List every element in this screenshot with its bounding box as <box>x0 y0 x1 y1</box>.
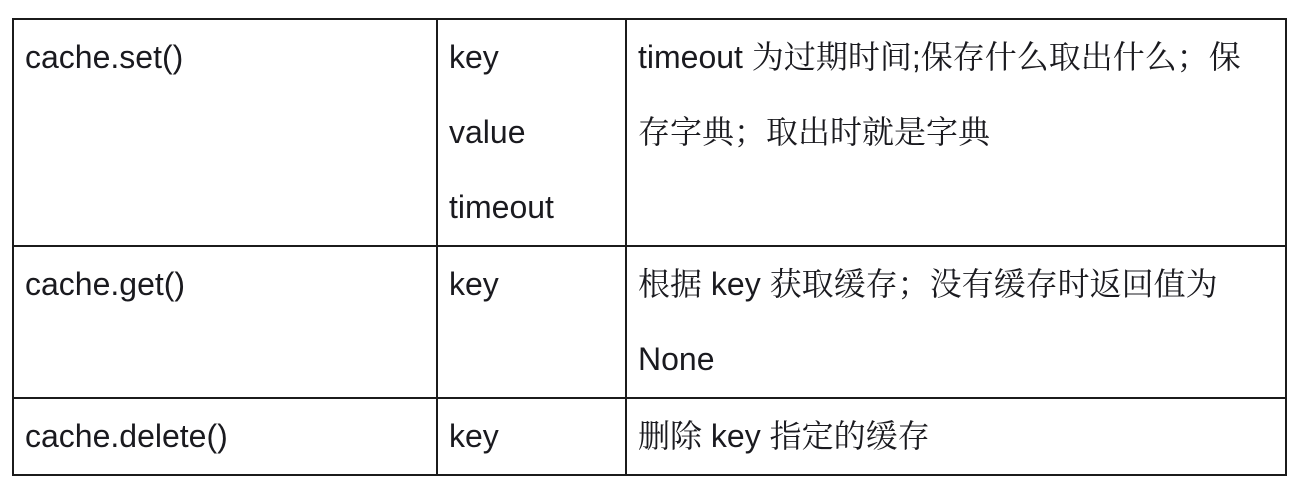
description-line: timeout 为过期时间;保存什么取出什么；保 <box>638 39 1241 75</box>
param-name: timeout <box>449 189 554 225</box>
description-cell <box>626 19 1286 246</box>
description-line: 删除 key 指定的缓存 <box>638 418 930 454</box>
params-cell <box>437 19 626 246</box>
method-cell <box>13 19 437 246</box>
method-name: cache.get() <box>25 266 186 302</box>
description-line: 根据 key 获取缓存；没有缓存时返回值为 <box>638 266 1218 302</box>
method-name: cache.delete() <box>25 418 228 454</box>
description-line: 存字典；取出时就是字典 <box>638 114 991 150</box>
params-cell <box>437 398 626 475</box>
table-row-cache-delete <box>13 398 1286 475</box>
description-cell <box>626 246 1286 398</box>
param-name: key <box>449 418 499 454</box>
param-name: key <box>449 39 499 75</box>
description-line: None <box>638 341 715 377</box>
table-row-cache-set <box>13 19 1286 246</box>
method-cell <box>13 246 437 398</box>
description-cell <box>626 398 1286 475</box>
param-name: key <box>449 266 499 302</box>
param-name: value <box>449 114 526 150</box>
params-cell <box>437 246 626 398</box>
method-cell <box>13 398 437 475</box>
table-row-cache-get <box>13 246 1286 398</box>
method-name: cache.set() <box>25 39 184 75</box>
cache-api-table <box>12 18 1287 476</box>
